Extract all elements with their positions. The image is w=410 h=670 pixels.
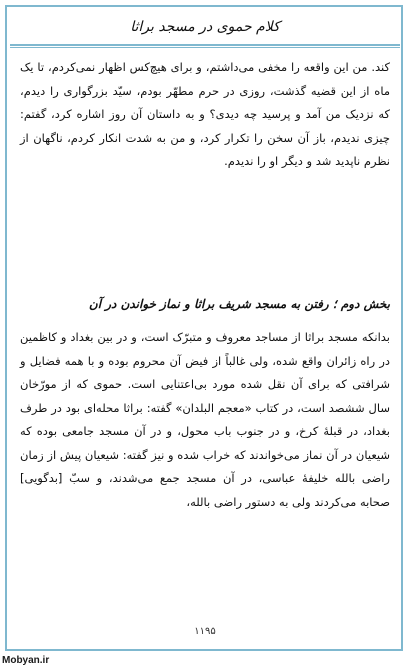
body-paragraph-1: كند. من اين واقعه را مخفى مى‌داشتم، و براى هيچ‌كس اظهار نمى‌كردم، تا يک ماه از اين قضيه گذشت، روزى در حرم مطهّر بودم، سيّد بزرگوارى را ديدم، كه نزديک من آمد و پرسيد چه ديدى؟ و به داستان آن روز اشاره كرد، گفتم: چيزى نديدم، باز آن سخن را تكرار كرد، و من به شدت انكار كردم، ناگهان از نظرم ناپديد شد و ديگر او را نديدم. — [20, 60, 390, 168]
page-header-title: كلام حموی در مسجد براثا — [130, 19, 280, 35]
header-divider-inner — [10, 47, 400, 48]
header-divider — [10, 44, 400, 46]
body-paragraph-2: بدانكه مسجد براثا از مساجد معروف و متبرّک است، و در بين بغداد و كاظمين در راه زائران واقع شده، ولى غالباً از فيض آن محروم بوده و با همه فضايل و شرافتى كه براى آن نقل شده مورد بى‌اعتنايى است. حموى كه از مورّخان سال ششصد است، در كتاب «معجم البلدان» گفته: براثا محله‌اى بود در طرف بغداد، در قبلهٔ كرخ، و در جنوب باب محول، و در آن مسجد جامعى بوده كه شيعيان در آن نماز مى‌خواندند كه خراب شده و نيز گفته: شيعيان پيش از زمان راضى بالله خليفهٔ عباسى، در آن مسجد جمع مى‌شدند، و سبّ [بدگويى] صحابه مى‌كردند ولى به دستور راضى بالله، — [20, 330, 390, 509]
section-heading: بخش دوم ؛ رفتن به مسجد شریف براثا و نماز خواندن در آن — [88, 297, 390, 311]
page-number: ۱۱۹۵ — [194, 626, 216, 637]
site-watermark: Mobyan.ir — [2, 655, 50, 666]
